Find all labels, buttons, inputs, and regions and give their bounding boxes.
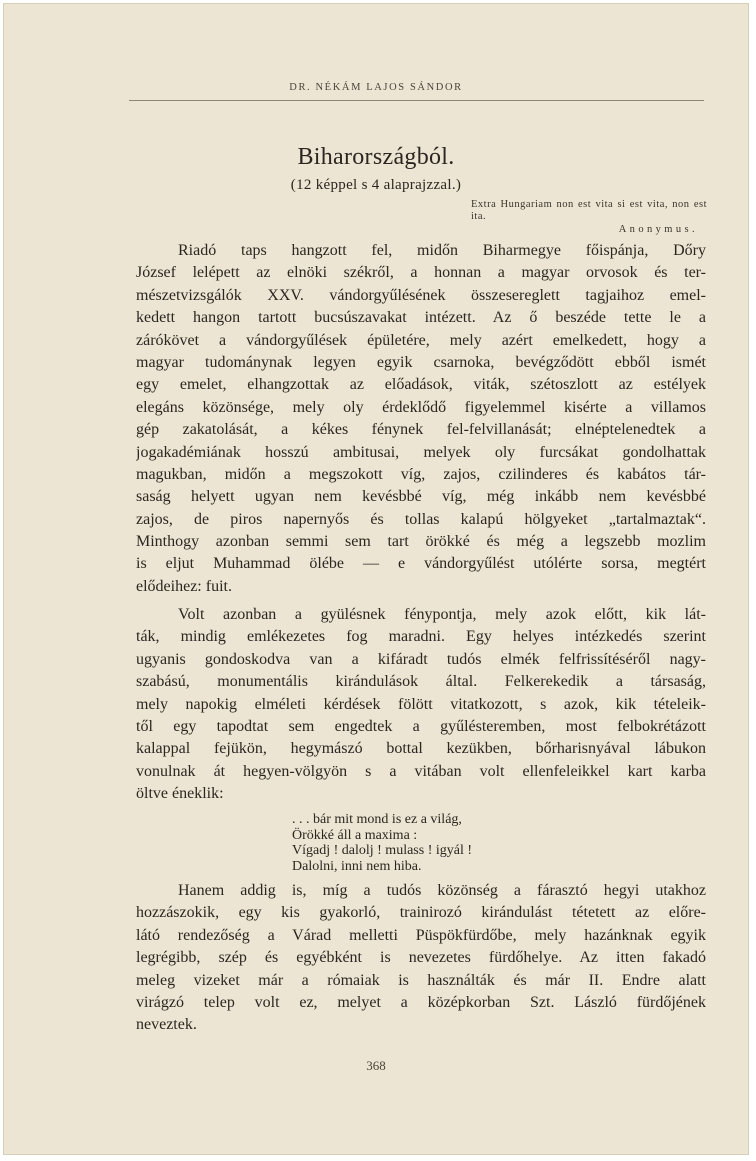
text-line: neveztek. — [136, 1016, 197, 1034]
header-rule — [129, 100, 704, 101]
text-line: magyar tudománynak legyen egyik csarnoka, bevégződött ebből ismét — [136, 353, 706, 371]
text-line: látó rendezőség a Várad melletti Püspökfürdőbe, mely hazánknak egyik — [136, 926, 706, 944]
text-line: vonulnak át hegyen-völgyön s a vitában volt ellenfeleikkel kart karba — [136, 762, 706, 780]
text-line: Riadó taps hangzott fel, midőn Biharmegye főispánja, Dőry — [178, 242, 706, 259]
text-line: gép zakatolását, a kékes fénynek fel-felvillanását; elnéptelenedtek a — [136, 421, 706, 439]
verse-line: . . . bár mit mond is ez a világ, — [292, 812, 462, 827]
text-line: Minthogy azonban semmi sem tart örökké és még a legszebb mozlim — [136, 533, 706, 551]
text-line: Volt azonban a gyülésnek fénypontja, mely azok előtt, kik lát- — [178, 606, 706, 623]
text-line: egy emelet, elhangzottak az előadások, viták, szétoszlott az estélyek — [136, 376, 706, 394]
text-line: elegáns közönsége, mely oly érdeklődő figyelemmel kisérte a villamos — [136, 398, 706, 416]
epigraph-author: Anonymus. — [618, 224, 698, 235]
text-line: legrégibb, szép és egyébként is nevezetes fürdőhelye. Az itten fakadó — [136, 949, 706, 967]
article-title: Biharországból. — [297, 144, 455, 170]
paragraph-3 — [136, 880, 706, 1037]
text-line: ták, mindig emlékezetes fog maradni. Egy helyes intézkedés szerint — [136, 628, 706, 646]
text-line: öltve éneklik: — [136, 785, 224, 803]
book-page — [3, 3, 749, 1155]
text-line: jogakadémiának hosszú ambitusai, melyek oly furcsákat gondolhattak — [136, 443, 706, 461]
text-line: zajos, de piros napernyős és tollas kalapú hölgyeket „tartalmaztak“. — [136, 510, 706, 528]
paragraph-2 — [136, 604, 706, 806]
verse-line: Örökké áll a maxima : — [292, 827, 418, 843]
text-line: meleg vizeket már a rómaiak is használták és már II. Endre alatt — [136, 971, 706, 989]
text-line: hozzászokik, egy kis gyakorló, trainirozó kirándulást tétetett az előre- — [136, 904, 706, 922]
text-line: ugyanis gondoskodva van a kifáradt tudós elmék felfrissítéséről nagy- — [136, 650, 706, 668]
verse-line: Vígadj ! dalolj ! mulass ! igyál ! — [292, 843, 473, 859]
verse-block — [292, 812, 472, 874]
text-line: saság helyett ugyan nem kevésbbé víg, még inkább nem kevésbbé — [136, 488, 706, 506]
epigraph-text: Extra Hungariam non est vita si est vita, non est ita. — [471, 199, 707, 222]
text-line: zárókövet a vándorgyűlések épületére, mely azért emelkedett, hogy a — [136, 331, 706, 349]
text-line: szabású, monumentális kirándulások által. Felkerekedik a társaság, — [136, 673, 706, 691]
text-line: mely napokig elméleti kérdések fölött vitatkozott, s azok, kik tételeik- — [136, 695, 706, 713]
text-line: kalappal fejükön, hegymászó bottal kezükben, bőrharisnyával lábukon — [136, 740, 706, 758]
text-line: magukban, midőn a megszokott víg, zajos, czilinderes és kabátos tár- — [136, 465, 706, 483]
text-line: Hanem addig is, míg a tudós közönség a fárasztó hegyi utakhoz — [178, 882, 706, 899]
text-line: virágzó telep volt ez, melyet a középkorban Szt. László fürdőjének — [136, 993, 706, 1011]
running-head: DR. NÉKÁM LAJOS SÁNDOR — [289, 82, 463, 93]
text-line: József lelépett az elnöki székről, a honnan a magyar orvosok és ter- — [136, 264, 706, 282]
page-number: 368 — [366, 1058, 386, 1073]
paragraph-1 — [136, 240, 706, 598]
text-line: től egy tapodtat sem engedtek a gyűlésteremben, most felbokrétázott — [136, 717, 706, 735]
text-line: elődeihez: fuit. — [136, 577, 232, 595]
text-line: kedett hangon tartott bucsúszavakat intézett. Az ő beszéde tette le a — [136, 309, 706, 327]
verse-line: Dalolni, inni nem hiba. — [292, 858, 422, 874]
text-line: mészetvizsgálók XXV. vándorgyűlésének összesereglett tagjaihoz emel- — [136, 286, 706, 304]
article-subtitle: (12 képpel s 4 alaprajzzal.) — [290, 177, 462, 193]
text-line: is eljut Muhammad ölébe — e vándorgyűlést utólérte sorsa, megtért — [136, 555, 706, 573]
